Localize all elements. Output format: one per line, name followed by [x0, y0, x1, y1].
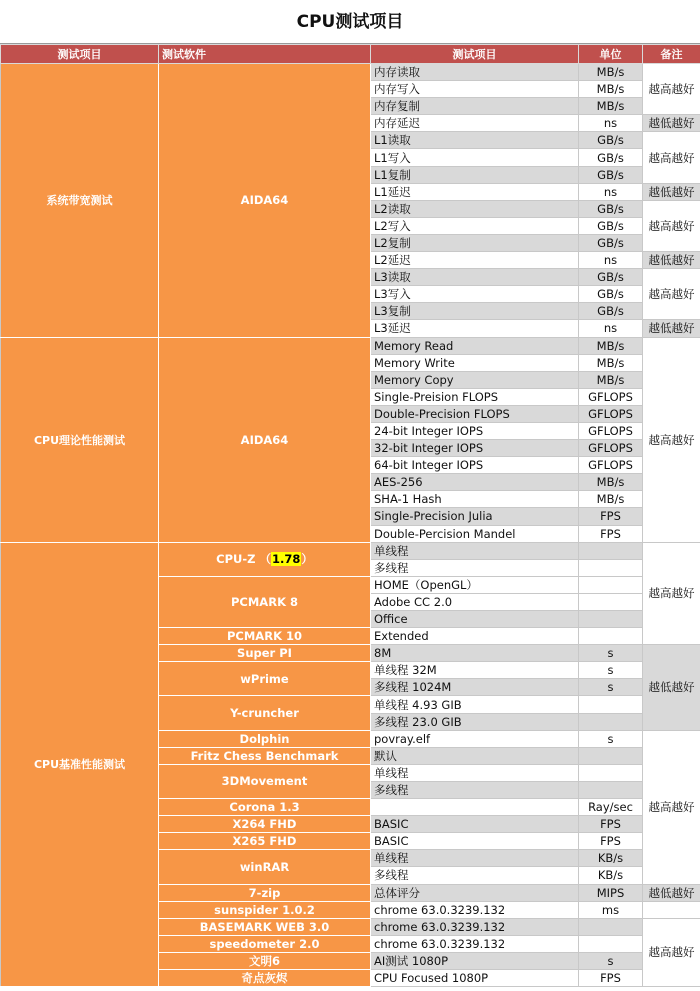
- unit-cell: GFLOPS: [579, 457, 643, 474]
- item-cell: 内存复制: [371, 98, 579, 115]
- item-cell: 内存延迟: [371, 115, 579, 132]
- item-cell: L2复制: [371, 234, 579, 251]
- unit-cell: s: [579, 679, 643, 696]
- software-cell: 奇点灰烬: [159, 969, 371, 986]
- item-cell: Memory Read: [371, 337, 579, 354]
- unit-cell: GB/s: [579, 132, 643, 149]
- item-cell: 单线程: [371, 542, 579, 559]
- note-cell: 越低越好: [643, 884, 700, 901]
- unit-cell: FPS: [579, 969, 643, 986]
- item-cell: [371, 799, 579, 816]
- item-cell: HOME（OpenGL）: [371, 576, 579, 593]
- unit-cell: [579, 593, 643, 610]
- item-cell: L2读取: [371, 200, 579, 217]
- item-cell: CPU Focused 1080P: [371, 969, 579, 986]
- category-cell: CPU基准性能测试: [1, 542, 159, 986]
- unit-cell: GB/s: [579, 200, 643, 217]
- software-cell: Dolphin: [159, 730, 371, 747]
- header-row: [1, 45, 700, 64]
- unit-cell: GFLOPS: [579, 388, 643, 405]
- software-cell: Y-cruncher: [159, 696, 371, 730]
- software-cell: wPrime: [159, 662, 371, 696]
- software-cell: AIDA64: [159, 64, 371, 338]
- item-cell: 内存读取: [371, 64, 579, 81]
- software-cell: PCMARK 10: [159, 628, 371, 645]
- unit-cell: GB/s: [579, 149, 643, 166]
- unit-cell: GFLOPS: [579, 405, 643, 422]
- unit-cell: ns: [579, 252, 643, 269]
- item-cell: L1写入: [371, 149, 579, 166]
- item-cell: Double-Percision Mandel: [371, 525, 579, 542]
- item-cell: Extended: [371, 628, 579, 645]
- unit-cell: MB/s: [579, 98, 643, 115]
- item-cell: L2写入: [371, 217, 579, 234]
- unit-cell: GFLOPS: [579, 422, 643, 439]
- unit-cell: [579, 747, 643, 764]
- unit-cell: s: [579, 730, 643, 747]
- unit-cell: GB/s: [579, 166, 643, 183]
- item-cell: Double-Precision FLOPS: [371, 405, 579, 422]
- item-cell: L2延迟: [371, 252, 579, 269]
- item-cell: 多线程: [371, 781, 579, 798]
- item-cell: 单线程 4.93 GIB: [371, 696, 579, 713]
- header-category: 测试项目: [1, 45, 159, 64]
- category-cell: CPU理论性能测试: [1, 337, 159, 542]
- unit-cell: [579, 781, 643, 798]
- item-cell: Single-Preision FLOPS: [371, 388, 579, 405]
- unit-cell: MB/s: [579, 474, 643, 491]
- item-cell: povray.elf: [371, 730, 579, 747]
- software-cell: speedometer 2.0: [159, 935, 371, 952]
- note-cell: 越高越好: [643, 542, 700, 645]
- item-cell: chrome 63.0.3239.132: [371, 901, 579, 918]
- item-cell: 内存写入: [371, 81, 579, 98]
- item-cell: L3延迟: [371, 320, 579, 337]
- note-cell: 越低越好: [643, 320, 700, 337]
- header-note: 备注: [643, 45, 700, 64]
- unit-cell: s: [579, 662, 643, 679]
- note-cell: [643, 901, 700, 918]
- unit-cell: MIPS: [579, 884, 643, 901]
- software-cell: X264 FHD: [159, 816, 371, 833]
- unit-cell: GB/s: [579, 269, 643, 286]
- software-cell: Corona 1.3: [159, 799, 371, 816]
- cpuz-version: 1.78: [271, 552, 301, 567]
- unit-cell: MB/s: [579, 337, 643, 354]
- unit-cell: s: [579, 645, 643, 662]
- item-cell: 24-bit Integer IOPS: [371, 422, 579, 439]
- software-cell: 3DMovement: [159, 764, 371, 798]
- unit-cell: [579, 935, 643, 952]
- item-cell: L1读取: [371, 132, 579, 149]
- unit-cell: Ray/sec: [579, 799, 643, 816]
- item-cell: L3写入: [371, 286, 579, 303]
- unit-cell: FPS: [579, 833, 643, 850]
- note-cell: 越高越好: [643, 918, 700, 986]
- item-cell: AI测试 1080P: [371, 952, 579, 969]
- software-cell: X265 FHD: [159, 833, 371, 850]
- item-cell: chrome 63.0.3239.132: [371, 935, 579, 952]
- unit-cell: [579, 764, 643, 781]
- unit-cell: [579, 559, 643, 576]
- item-cell: L1延迟: [371, 183, 579, 200]
- item-cell: 多线程 1024M: [371, 679, 579, 696]
- note-cell: 越低越好: [643, 252, 700, 269]
- software-cell: BASEMARK WEB 3.0: [159, 918, 371, 935]
- unit-cell: FPS: [579, 816, 643, 833]
- unit-cell: [579, 713, 643, 730]
- item-cell: Memory Copy: [371, 371, 579, 388]
- item-cell: 单线程: [371, 850, 579, 867]
- software-cell: 7-zip: [159, 884, 371, 901]
- item-cell: L3读取: [371, 269, 579, 286]
- note-cell: 越高越好: [643, 64, 700, 115]
- item-cell: 多线程: [371, 867, 579, 884]
- item-cell: 总体评分: [371, 884, 579, 901]
- software-cell: 文明6: [159, 952, 371, 969]
- item-cell: Adobe CC 2.0: [371, 593, 579, 610]
- item-cell: AES-256: [371, 474, 579, 491]
- unit-cell: FPS: [579, 508, 643, 525]
- unit-cell: MB/s: [579, 371, 643, 388]
- unit-cell: GB/s: [579, 217, 643, 234]
- item-cell: SHA-1 Hash: [371, 491, 579, 508]
- unit-cell: ns: [579, 320, 643, 337]
- item-cell: 单线程: [371, 764, 579, 781]
- unit-cell: ns: [579, 115, 643, 132]
- unit-cell: KB/s: [579, 850, 643, 867]
- unit-cell: MB/s: [579, 354, 643, 371]
- item-cell: 多线程 23.0 GIB: [371, 713, 579, 730]
- unit-cell: [579, 611, 643, 628]
- software-cell: winRAR: [159, 850, 371, 884]
- cpuz-name: CPU-Z （: [216, 552, 271, 567]
- note-cell: 越低越好: [643, 115, 700, 132]
- header-unit: 单位: [579, 45, 643, 64]
- unit-cell: [579, 918, 643, 935]
- item-cell: Memory Write: [371, 354, 579, 371]
- unit-cell: GB/s: [579, 234, 643, 251]
- item-cell: 默认: [371, 747, 579, 764]
- unit-cell: FPS: [579, 525, 643, 542]
- note-cell: 越高越好: [643, 269, 700, 320]
- note-cell: 越高越好: [643, 132, 700, 183]
- unit-cell: s: [579, 952, 643, 969]
- item-cell: 32-bit Integer IOPS: [371, 440, 579, 457]
- software-cell: AIDA64: [159, 337, 371, 542]
- unit-cell: [579, 542, 643, 559]
- software-cell: PCMARK 8: [159, 576, 371, 627]
- page-title: CPU测试项目: [0, 0, 700, 44]
- software-cell: [159, 542, 371, 576]
- unit-cell: [579, 576, 643, 593]
- item-cell: 单线程 32M: [371, 662, 579, 679]
- header-item: 测试项目: [371, 45, 579, 64]
- unit-cell: MB/s: [579, 64, 643, 81]
- item-cell: 多线程: [371, 559, 579, 576]
- item-cell: L3复制: [371, 303, 579, 320]
- table-row: [1, 542, 700, 559]
- header-software: 测试软件: [159, 45, 371, 64]
- unit-cell: GB/s: [579, 303, 643, 320]
- unit-cell: MB/s: [579, 491, 643, 508]
- item-cell: BASIC: [371, 816, 579, 833]
- item-cell: 64-bit Integer IOPS: [371, 457, 579, 474]
- software-cell: Super PI: [159, 645, 371, 662]
- table-row: [1, 337, 700, 354]
- note-cell: 越高越好: [643, 200, 700, 251]
- unit-cell: GFLOPS: [579, 440, 643, 457]
- item-cell: chrome 63.0.3239.132: [371, 918, 579, 935]
- item-cell: BASIC: [371, 833, 579, 850]
- note-cell: 越高越好: [643, 730, 700, 884]
- cpu-test-table: [0, 44, 700, 987]
- note-cell: 越低越好: [643, 183, 700, 200]
- unit-cell: [579, 696, 643, 713]
- item-cell: 8M: [371, 645, 579, 662]
- note-cell: 越低越好: [643, 645, 700, 730]
- cpuz-close: ）: [301, 552, 313, 567]
- item-cell: Single-Precision Julia: [371, 508, 579, 525]
- software-cell: Fritz Chess Benchmark: [159, 747, 371, 764]
- category-cell: 系统带宽测试: [1, 64, 159, 338]
- item-cell: Office: [371, 611, 579, 628]
- unit-cell: ms: [579, 901, 643, 918]
- note-cell: 越高越好: [643, 337, 700, 542]
- table-row: [1, 64, 700, 81]
- unit-cell: GB/s: [579, 286, 643, 303]
- item-cell: L1复制: [371, 166, 579, 183]
- unit-cell: [579, 628, 643, 645]
- unit-cell: KB/s: [579, 867, 643, 884]
- unit-cell: MB/s: [579, 81, 643, 98]
- software-cell: sunspider 1.0.2: [159, 901, 371, 918]
- unit-cell: ns: [579, 183, 643, 200]
